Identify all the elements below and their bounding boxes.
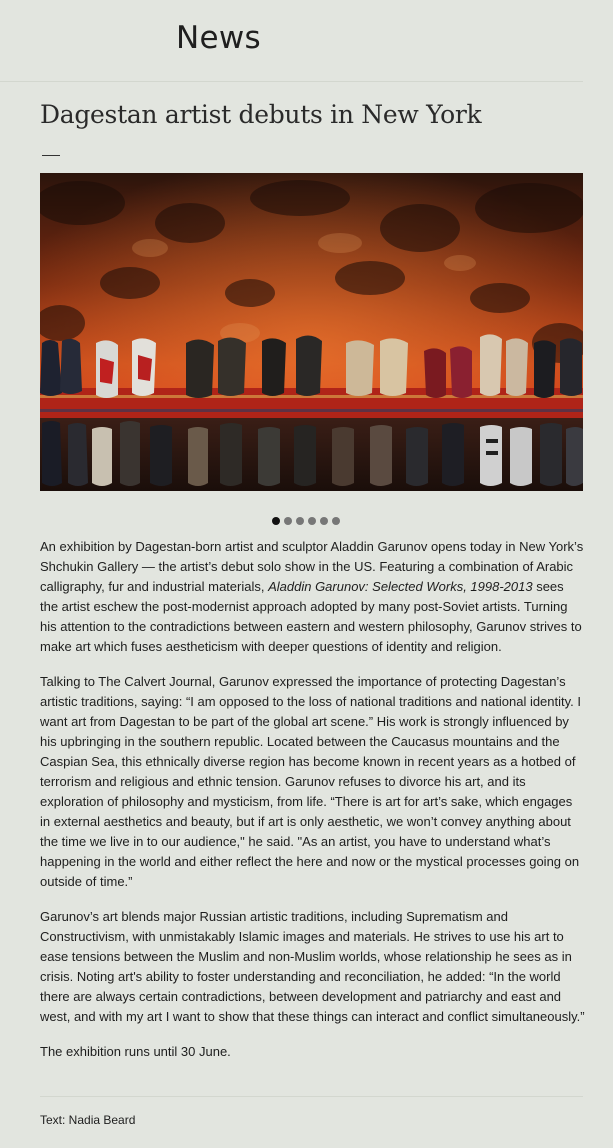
article-body xyxy=(40,537,585,1077)
section-title[interactable]: News xyxy=(176,20,261,56)
paragraph-text: An exhibition by Dagestan-born artist and sculptor Aladdin Garunov opens today in New York’s Shchukin Gallery — the artist’s debut solo show in the US. Featuring a combination of Arabic calligraphy, fur and industrial materials, xyxy=(40,539,584,594)
article-credit: Text: Nadia Beard xyxy=(40,1113,136,1127)
carousel-dot-2[interactable] xyxy=(284,517,292,525)
footer-divider xyxy=(40,1096,583,1097)
article-paragraph: Garunov’s art blends major Russian artistic traditions, including Suprematism and Constructivism, with unmistakably Islamic images and materials. He strives to use his art to ease tensions between the Muslim and non-Muslim worlds, whose relationship he sees as in crisis. Noting art's ability to foster understanding and reconciliation, he added: “In the world there are always certain contradictions, between development and patriarchy and east and west, and with my art I want to show that these things can interact and conflict simultaneously.” xyxy=(40,909,585,1024)
article-paragraph: Talking to The Calvert Journal, Garunov expressed the importance of protecting Dagestan’s artistic traditions, saying: “I am opposed to the loss of national traditions and national identity. I want art from Dagestan to be part of the global art scene.” His work is strongly influenced by his upbringing in the southern republic. Located between the Caucasus mountains and the Caspian Sea, this ethnically diverse region has become known in recent years as a hotbed of terrorism and religious and ethnic tension. Garunov refuses to divorce his art, and its exploration of philosophy and mysticism, from life. “There is art for art’s sake, which engages in external aesthetics and beauty, but if art is only aesthetic, we won’t convey anything about the time we live in to our audience," he said. "As an artist, you have to understand what’s happening in the world and either reflect the here and now or the mystical processes going on outside of time.” xyxy=(40,674,582,889)
article-title: Dagestan artist debuts in New York xyxy=(40,100,482,129)
article-paragraph: The exhibition runs until 30 June. xyxy=(40,1044,231,1059)
carousel-dot-3[interactable] xyxy=(296,517,304,525)
site-header xyxy=(0,0,613,82)
carousel-dot-6[interactable] xyxy=(332,517,340,525)
article-hero-image[interactable] xyxy=(40,173,583,491)
exhibition-title: Aladdin Garunov: Selected Works, 1998-2013 xyxy=(268,579,533,594)
title-underline-dash xyxy=(42,155,60,156)
hero-artwork-image xyxy=(40,173,583,491)
carousel-pagination xyxy=(272,517,340,526)
carousel-dot-1[interactable] xyxy=(272,517,280,525)
carousel-dot-5[interactable] xyxy=(320,517,328,525)
carousel-dot-4[interactable] xyxy=(308,517,316,525)
paragraph-text: sees the artist eschew the post-modernist approach adopted by many post-Soviet artists. Turning his attention to the contradictions between eastern and western philosophy, Garunov strives to make art which fuses aestheticism with deeper questions of identity and religion. xyxy=(40,579,582,654)
article-paragraph xyxy=(40,537,585,657)
header-divider xyxy=(0,81,583,82)
